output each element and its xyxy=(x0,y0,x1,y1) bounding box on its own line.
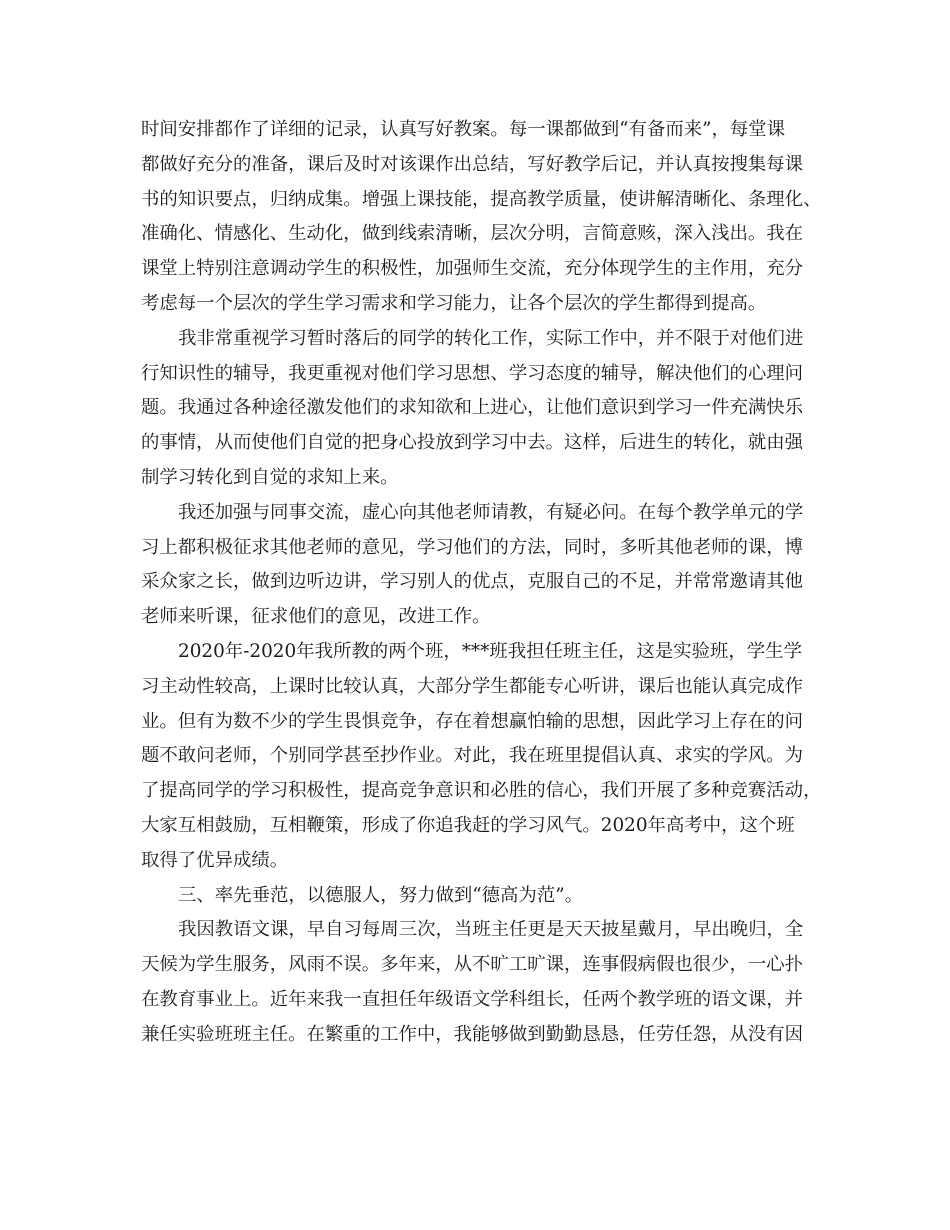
text-line: 兼任实验班班主任。在繁重的工作中，我能够做到勤勤恳恳，任劳任怨，从没有因 xyxy=(141,1023,804,1045)
text-line: 书的知识要点，归纳成集。增强上课技能，提高教学质量，使讲解清晰化、条理化、 xyxy=(141,188,822,210)
text-line: 行知识性的辅导，我更重视对他们学习思想、学习态度的辅导，解决他们的心理问 xyxy=(141,362,804,384)
text-line: 制学习转化到自觉的求知上来。 xyxy=(141,466,399,488)
text-line: 课堂上特别注意调动学生的积极性，加强师生交流，充分体现学生的主作用，充分 xyxy=(141,258,804,280)
text-line: 采众家之长，做到边听边讲，学习别人的优点，克服自己的不足，并常常邀请其他 xyxy=(141,571,804,593)
paragraph xyxy=(141,635,821,879)
text-line: 在教育事业上。近年来我一直担任年级语文学科组长，任两个教学班的语文课，并 xyxy=(141,988,804,1010)
paragraph xyxy=(141,496,821,635)
text-line: 取得了优异成绩。 xyxy=(141,849,289,871)
text-line: 时间安排都作了详细的记录，认真写好教案。每一课都做到“有备而来”，每堂课 xyxy=(141,119,786,140)
paragraph xyxy=(141,913,821,1052)
text-line: 准确化、情感化、生动化，做到线索清晰，层次分明，言简意赅，深入浅出。我在 xyxy=(141,223,804,245)
text-line: 三、率先垂范，以德服人，努力做到“德高为范”。 xyxy=(178,884,584,906)
text-line: 的事情，从而使他们自觉的把身心投放到学习中去。这样，后进生的转化，就由强 xyxy=(141,432,804,454)
text-line: 我因教语文课，早自习每周三次，当班主任更是天天披星戴月，早出晚归，全 xyxy=(178,919,804,941)
text-line: 习上都积极征求其他老师的意见，学习他们的方法，同时，多听其他老师的课，博 xyxy=(141,536,804,558)
paragraph xyxy=(141,113,821,322)
text-line: 都做好充分的准备，课后及时对该课作出总结，写好教学后记，并认真按搜集每课 xyxy=(141,153,804,175)
text-line: 习主动性较高，上课时比较认真，大部分学生都能专心听讲，课后也能认真完成作 xyxy=(141,675,804,697)
text-line: 我还加强与同事交流，虚心向其他老师请教，有疑必问。在每个教学单元的学 xyxy=(178,501,804,523)
text-line: 了提高同学的学习积极性，提高竞争意识和必胜的信心，我们开展了多种竞赛活动， xyxy=(141,780,822,802)
text-line: 考虑每一个层次的学生学习需求和学习能力，让各个层次的学生都得到提高。 xyxy=(141,292,767,314)
text-line: 业。但有为数不少的学生畏惧竞争，存在着想赢怕输的思想，因此学习上存在的问 xyxy=(141,710,804,732)
text-line: 大家互相鼓励，互相鞭策，形成了你追我赶的学习风气。2020年高考中，这个班 xyxy=(141,814,795,836)
text-line: 2020年-2020年我所教的两个班，***班我担任班主任，这是实验班，学生学 xyxy=(178,640,802,662)
text-line: 题。我通过各种途径激发他们的求知欲和上进心，让他们意识到学习一件充满快乐 xyxy=(141,397,804,419)
document-body xyxy=(141,113,821,1053)
text-line: 老师来听课，征求他们的意见，改进工作。 xyxy=(141,606,491,628)
text-line: 题不敢问老师，个别同学甚至抄作业。对此，我在班里提倡认真、求实的学风。为 xyxy=(141,745,804,767)
text-line: 天候为学生服务，风雨不误。多年来，从不旷工旷课，连事假病假也很少，一心扑 xyxy=(141,954,804,976)
paragraph xyxy=(141,322,821,496)
paragraph xyxy=(141,879,821,914)
text-line: 我非常重视学习暂时落后的同学的转化工作，实际工作中，并不限于对他们进 xyxy=(178,327,804,349)
